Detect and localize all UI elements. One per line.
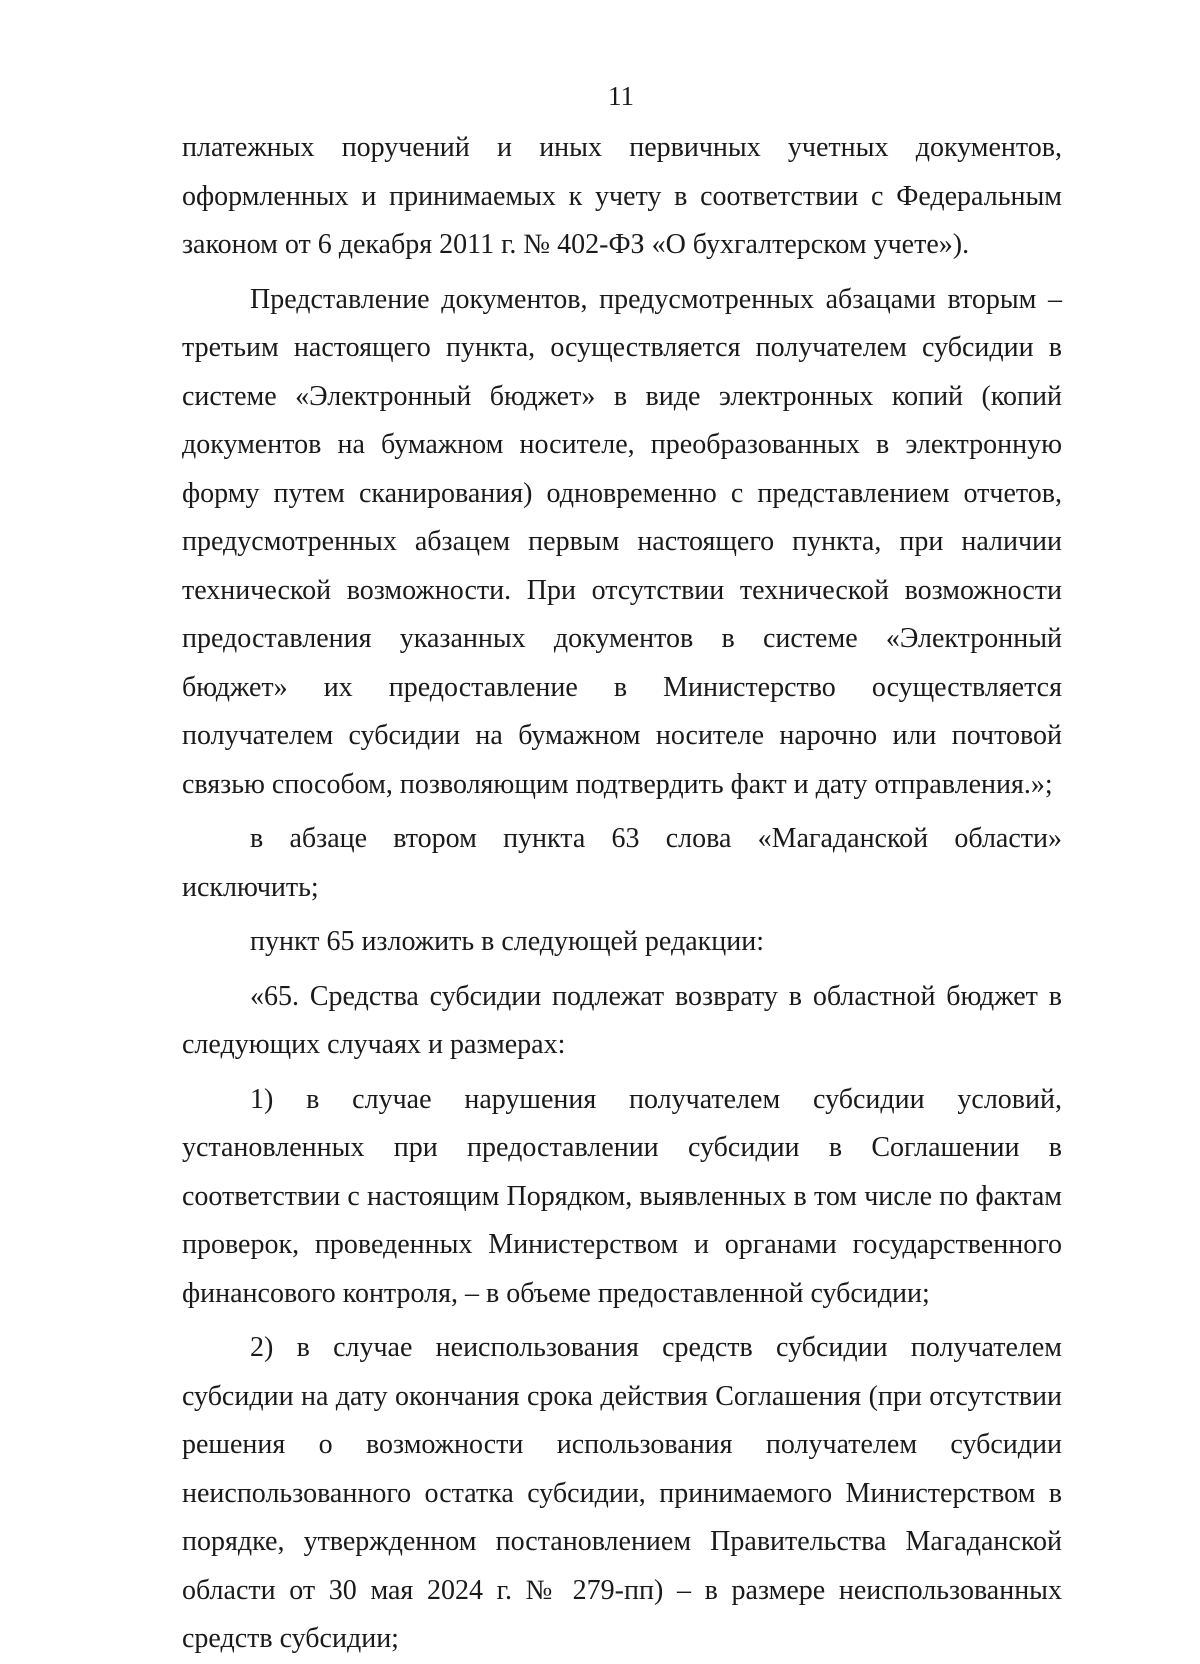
document-body: [182, 124, 1062, 1664]
paragraph-point-65-intro: «65. Средства субсидии подлежат возврату в областной бюджет в следующих случаях и размерах:: [182, 980, 1062, 1060]
list-item-1-violation: 1) в случае нарушения получателем субсидии условий, установленных при предоставлении субсидии в Соглашении в соответствии с настоящим Порядком, выявленных в том числе по фактам проверок, проведенных Министерством и органами государственного финансового контроля, – в объеме предоставленной субсидии;: [182, 1083, 1062, 1309]
paragraph-amendment-point-65: пункт 65 изложить в следующей редакции:: [250, 926, 764, 957]
list-item-2-unused-funds: 2) в случае неиспользования средств субсидии получателем субсидии на дату окончания срока действия Соглашения (при отсутствии решения о возможности использования получателем субсидии неиспользованного остатка субсидии, принимаемого Министерством в порядке, утвержденном постановлением Правительства Магаданской области от 30 мая 2024 г. № 279-пп) – в размере неиспользованных средств субсидии;: [182, 1332, 1062, 1654]
page-number: 11: [608, 81, 634, 111]
paragraph-documents-submission: Представление документов, предусмотренных абзацами вторым – третьим настоящего пункта, осуществляется получателем субсидии в системе «Электронный бюджет» в виде электронных копий (копий документов на бумажном носителе, преобразованных в электронную форму путем сканирования) одновременно с представлением отчетов, предусмотренных абзацем первым настоящего пункта, при наличии технической возможности. При отсутствии технической возможности предоставления указанных документов в системе «Электронный бюджет» их предоставление в Министерство осуществляется получателем субсидии на бумажном носителе нарочно или почтовой связью способом, позволяющим подтвердить факт и дату отправления.»;: [182, 283, 1062, 800]
paragraph-amendment-point-63: в абзаце втором пункта 63 слова «Магаданской области» исключить;: [182, 823, 1062, 903]
paragraph-payment-orders: платежных поручений и иных первичных учетных документов, оформленных и принимаемых к учету в соответствии с Федеральным законом от 6 декабря 2011 г. № 402-ФЗ «О бухгалтерском учете»).: [182, 132, 1062, 260]
